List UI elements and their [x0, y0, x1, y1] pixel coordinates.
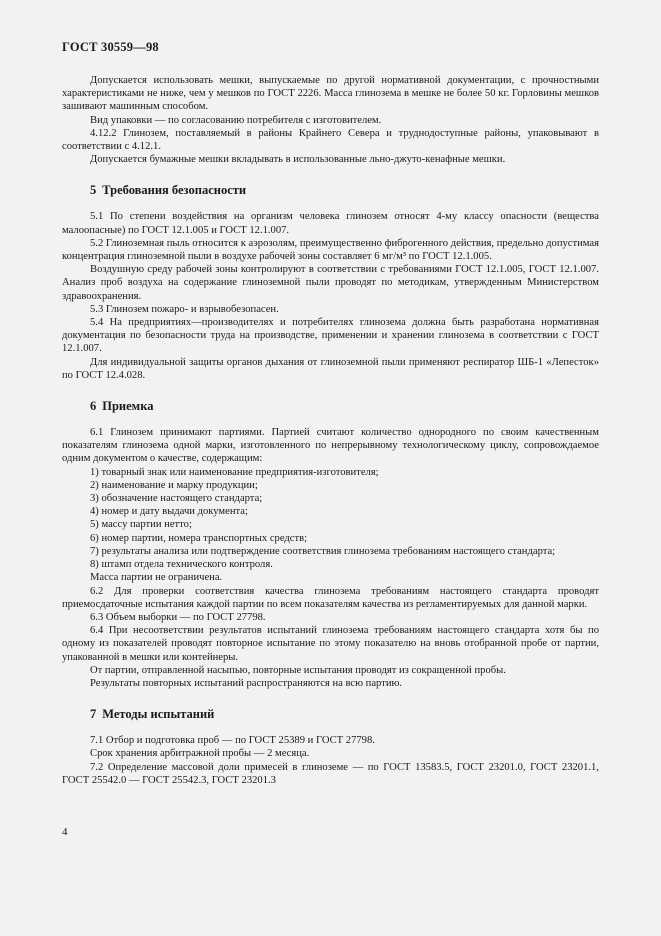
section-title: Методы испытаний [102, 707, 215, 722]
list-item: 4) номер и дату выдачи документа; [90, 506, 248, 518]
section-heading-5 [90, 183, 599, 198]
paragraph: 6.3 Объем выборки — по ГОСТ 27798. [90, 611, 266, 623]
section-title: Приемка [102, 399, 154, 414]
paragraph: Масса партии не ограничена. [90, 572, 223, 584]
section-title: Требования безопасности [102, 183, 247, 198]
paragraph: Допускается бумажные мешки вкладывать в использованные льно-джуто-кенафные мешки. [90, 154, 506, 166]
list-item: 5) массу партии нетто; [90, 519, 192, 531]
list-item: 7) результаты анализа или подтверждение соответствия глинозема требованиям настоящего стандарта; [90, 545, 556, 557]
list-item: 2) наименование и марку продукции; [90, 479, 258, 491]
list-item: 3) обозначение настоящего стандарта; [90, 493, 263, 505]
section-number: 6 [90, 399, 97, 414]
section-number: 5 [90, 183, 97, 198]
page-number: 4 [62, 826, 68, 838]
paragraph: Воздушную среду рабочей зоны контролируют в соответствии с требованиями ГОСТ 12.1.005, ГОСТ 12.1.007. Анализ проб воздуха на содержание глиноземной пыли проводят по методикам, утвержденным Министерством здравоохранения. [62, 264, 599, 302]
paragraph: 6.2 Для проверки соответствия качества глинозема требованиям настоящего стандарта проводят приемосдаточные испытания каждой партии по всем показателям качества из регламентируемых для данной марки. [62, 585, 599, 610]
paragraph: 5.2 Глиноземная пыль относится к аэрозолям, преимущественно фиброгенного действия, предельно допустимая концентрация глиноземной пыли в воздухе рабочей зоны составляет 6 мг/м³ по ГОСТ 12.1.005. [62, 237, 599, 263]
list-item: 8) штамп отдела технического контроля. [90, 559, 273, 571]
paragraph: Результаты повторных испытаний распространяются на всю партию. [90, 677, 403, 689]
list-item: 1) товарный знак или наименование предприятия-изготовителя; [90, 466, 379, 478]
paragraph: 7.1 Отбор и подготовка проб — по ГОСТ 25389 и ГОСТ 27798. [90, 735, 375, 747]
paragraph: 5.4 На предприятиях—производителях и потребителях глинозема должна быть разработана нормативная документация по безопасности труда на производстве, применении и хранении глинозема в соответствии с ГОСТ 12.1.007. [62, 317, 599, 355]
paragraph: Допускается использовать мешки, выпускаемые по другой нормативной документации, с прочностными характеристиками не ниже, чем у мешков по ГОСТ 2226. Масса глинозема в мешке не более 50 кг. Горловины мешков зашивают машинным способом. [62, 75, 599, 113]
paragraph: 6.4 При несоответствии результатов испытаний глинозема требованиям настоящего стандарта хотя бы по одному из показателей проводят повторное испытание по этому показателю на вновь отобранной пробе от партии, упакованной в мешки или контейнеры. [62, 625, 599, 663]
paragraph: 7.2 Определение массовой доли примесей в глиноземе — по ГОСТ 13583.5, ГОСТ 23201.0, ГОСТ 23201.1, ГОСТ 25542.0 — ГОСТ 25542.3, ГОСТ 23201.3 [62, 761, 599, 786]
section-heading-7 [90, 707, 599, 722]
document-header: ГОСТ 30559—98 [62, 40, 159, 54]
paragraph: Для индивидуальной защиты органов дыхания от глиноземной пыли применяют респиратор ШБ-1 «Лепесток» по ГОСТ 12.4.028. [62, 356, 599, 381]
paragraph: 5.1 По степени воздействия на организм человека глинозем относят 4-му классу опасности (вещества малоопасные) по ГОСТ 12.1.005 и ГОСТ 12.1.007. [62, 211, 599, 236]
list-item: 6) номер партии, номера транспортных средств; [90, 532, 308, 544]
paragraph: 6.1 Глинозем принимают партиями. Партией считают количество однородного по своим качественным показателям глинозема одной марки, изготовленного по непрерывному технологическому циклу, сопровождаемое одним документом о качестве, содержащим: [62, 427, 599, 465]
section-number: 7 [90, 707, 97, 722]
paragraph: 5.3 Глинозем пожаро- и взрывобезопасен. [90, 303, 279, 315]
paragraph: 4.12.2 Глинозем, поставляемый в районы Крайнего Севера и труднодоступные районы, упаковывают в соответствии с 4.12.1. [62, 127, 599, 153]
paragraph: Срок хранения арбитражной пробы — 2 месяца. [90, 748, 310, 760]
paragraph: От партии, отправленной насыпью, повторные испытания проводят из сокращенной пробы. [90, 664, 506, 676]
section-heading-6 [90, 399, 599, 414]
paragraph: Вид упаковки — по согласованию потребителя с изготовителем. [90, 114, 382, 126]
